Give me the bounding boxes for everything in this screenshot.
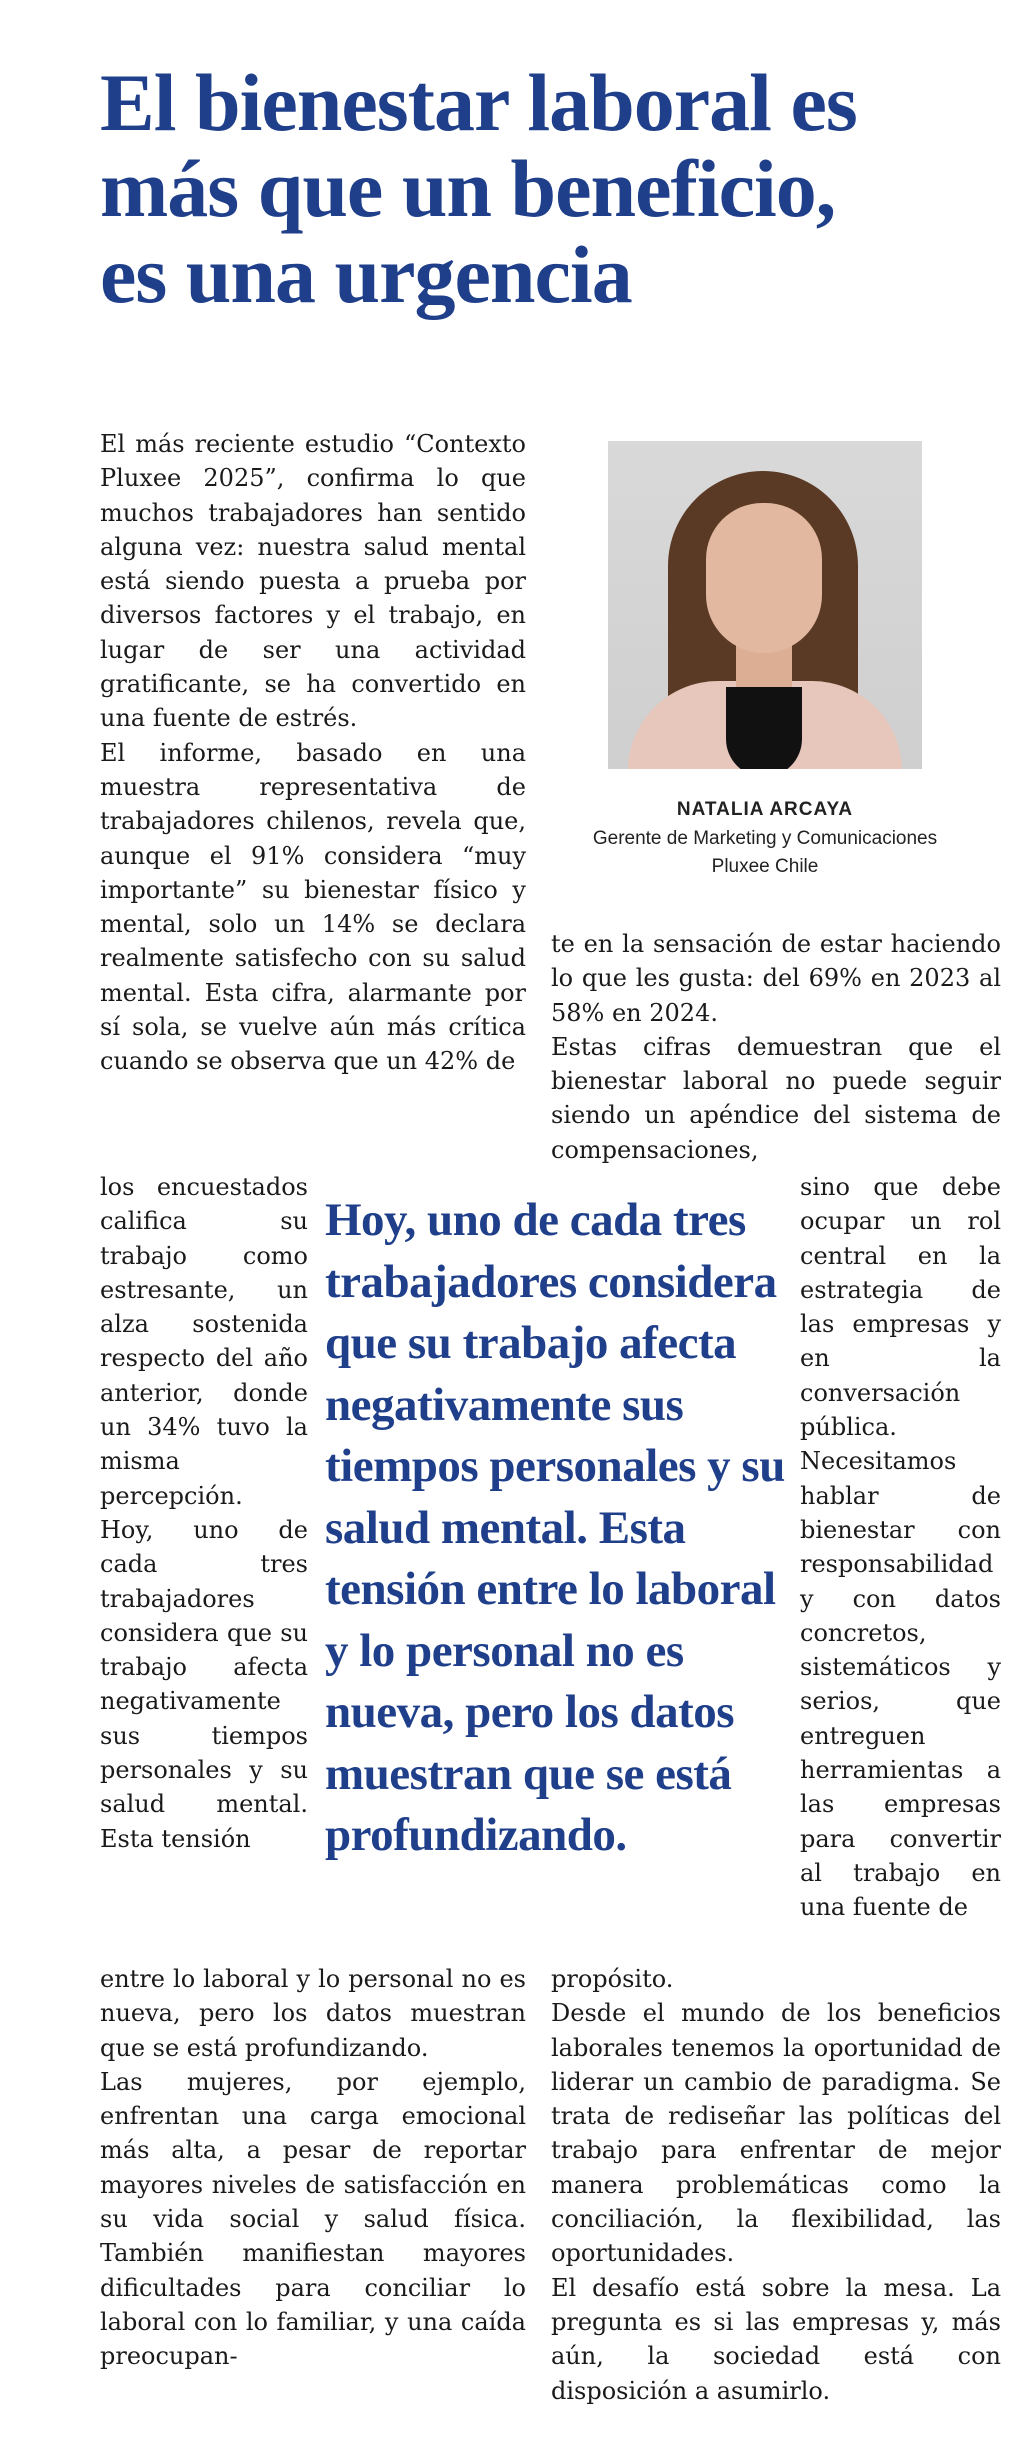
body-paragraph: Desde el mundo de los beneficios laborales tenemos la oportunidad de liderar un cambio de paradigma. Se trata de rediseñar las políticas del trabajo para enfrentar de mejor manera problemáticas como la conciliación, la flexibilidad, las oportunidades. — [551, 1999, 1001, 2268]
author-photo — [608, 441, 922, 769]
body-paragraph: propósito. — [551, 1965, 674, 1993]
headline-line-1: El bienestar laboral es — [100, 57, 857, 148]
column-2-narrow — [800, 1170, 1001, 1925]
body-paragraph: los encuestados califica su trabajo como estresante, un alza sostenida respecto del año anterior, donde un 34% tuvo la misma percepción. — [100, 1173, 308, 1510]
body-paragraph: Necesitamos hablar de bienestar con responsabilidad y con datos concretos, sistemáticos y serios, que entreguen herramientas a las empresas para convertir al trabajo en una fuente de — [800, 1447, 1001, 1922]
body-paragraph: Estas cifras demuestran que el bienestar laboral no puede seguir siendo un apéndice del sistema de compensaciones, — [551, 1032, 1001, 1164]
headline — [100, 57, 1000, 320]
body-paragraph: Hoy, uno de cada tres trabajadores considera que su trabajo afecta negativamente sus tiempos personales y su salud mental. Esta tensión — [100, 1515, 308, 1853]
column-2-bottom — [551, 1962, 1001, 2408]
author-name: NATALIA ARCAYA — [676, 799, 854, 820]
author-role: Gerente de Marketing y Comunicaciones — [592, 828, 938, 849]
author-company: Pluxee Chile — [711, 856, 819, 877]
column-1-bottom — [100, 1962, 526, 2374]
headline-line-2: más que un beneficio, — [100, 143, 836, 234]
column-1-narrow — [100, 1170, 308, 1856]
body-paragraph: te en la sensación de estar haciendo lo que les gusta: del 69% en 2023 al 58% en 2024. — [551, 930, 1001, 1027]
pull-quote: Hoy, uno de cada tres trabajadores considera que su trabajo afecta negativamente sus tiempos personales y su salud mental. Esta tensión entre lo laboral y lo personal no es nueva, pero los datos muestran que se está profundizando. — [325, 1194, 785, 1861]
column-2-top — [551, 927, 1001, 1167]
body-paragraph: El más reciente estudio “Contexto Pluxee 2025”, confirma lo que muchos trabajadores han sentido alguna vez: nuestra salud mental está siendo puesta a prueba por diversos factores y el trabajo, en lugar de ser una actividad gratificante, se ha convertido en una fuente de estrés. — [100, 430, 526, 733]
body-paragraph: entre lo laboral y lo personal no es nueva, pero los datos muestran que se está profundizando. — [100, 1965, 526, 2062]
author-caption — [560, 795, 970, 881]
body-paragraph: El informe, basado en una muestra representativa de trabajadores chilenos, revela que, aunque el 91% considera “muy importante” su bienestar físico y mental, solo un 14% se declara realmente satisfecho con su salud mental. Esta cifra, alarmante por sí sola, se vuelve aún más crítica cuando se observa que un 42% de — [100, 738, 526, 1076]
headline-line-3: es una urgencia — [100, 229, 632, 320]
body-paragraph: El desafío está sobre la mesa. La pregunta es si las empresas y, más aún, la sociedad está con disposición a asumirlo. — [551, 2273, 1001, 2405]
column-1-top — [100, 427, 526, 1079]
body-paragraph: Las mujeres, por ejemplo, enfrentan una carga emocional más alta, a pesar de reportar mayores niveles de satisfacción en su vida social y salud física. También manifiestan mayores dificultades para conciliar lo laboral con lo familiar, y una caída preocupan- — [100, 2067, 526, 2371]
body-paragraph: sino que debe ocupar un rol central en la estrategia de las empresas y en la conversación pública. — [800, 1173, 1001, 1442]
